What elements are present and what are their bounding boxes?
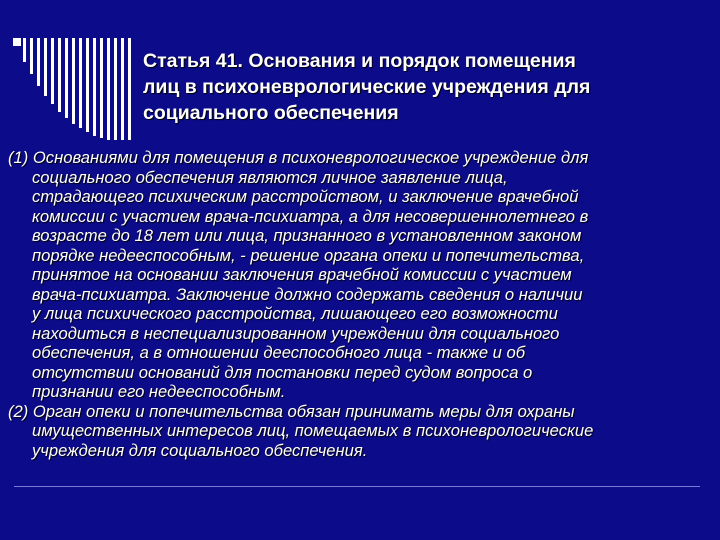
text-line: имущественных интересов лиц, помещаемых в психоневрологические	[32, 421, 594, 440]
text-line: комиссии с участием врача-психиатра, а для несовершеннолетнего в	[32, 206, 589, 226]
text-line: возрасте до 18 лет или лица, признанного в установленном законом	[32, 226, 582, 245]
divider-line	[14, 486, 700, 487]
article-text	[8, 148, 714, 460]
text-line: порядке недееспособным, - решение органа опеки и попечительства,	[32, 245, 585, 265]
paragraph-2	[8, 402, 714, 461]
title-line: Статья 41. Основания и порядок помещения	[143, 50, 576, 72]
text-line: принятое на основании заключения врачебной комиссии с участием	[32, 265, 572, 284]
text-line: (2) Орган опеки и попечительства обязан принимать меры для охраны	[8, 401, 575, 421]
text-line: признании его недееспособным.	[32, 382, 286, 401]
title-line: лиц в психоневрологические учреждения для	[143, 76, 591, 98]
decorative-stripes	[13, 30, 163, 140]
text-line: социального обеспечения являются личное заявление лица,	[32, 167, 508, 187]
title-line: социального обеспечения	[143, 102, 399, 124]
text-line: врача-психиатра. Заключение должно содержать сведения о наличии	[32, 284, 583, 304]
text-line: находиться в неспециализированном учреждении для социального	[32, 323, 560, 343]
text-line: отсутствии оснований для постановки перед судом вопроса о	[32, 362, 533, 382]
text-line: обеспечения, а в отношении дееспособного лица - также и об	[32, 343, 526, 362]
text-line: учреждения для социального обеспечения.	[32, 440, 368, 460]
paragraph-1	[8, 148, 714, 402]
text-line: страдающего психическим расстройством, и заключение врачебной	[32, 187, 579, 206]
text-line: у лица психического расстройства, лишающего его возможности	[32, 304, 558, 323]
slide-title	[143, 48, 703, 126]
text-line: (1) Основаниями для помещения в психоневрологическое учреждение для	[8, 148, 589, 167]
